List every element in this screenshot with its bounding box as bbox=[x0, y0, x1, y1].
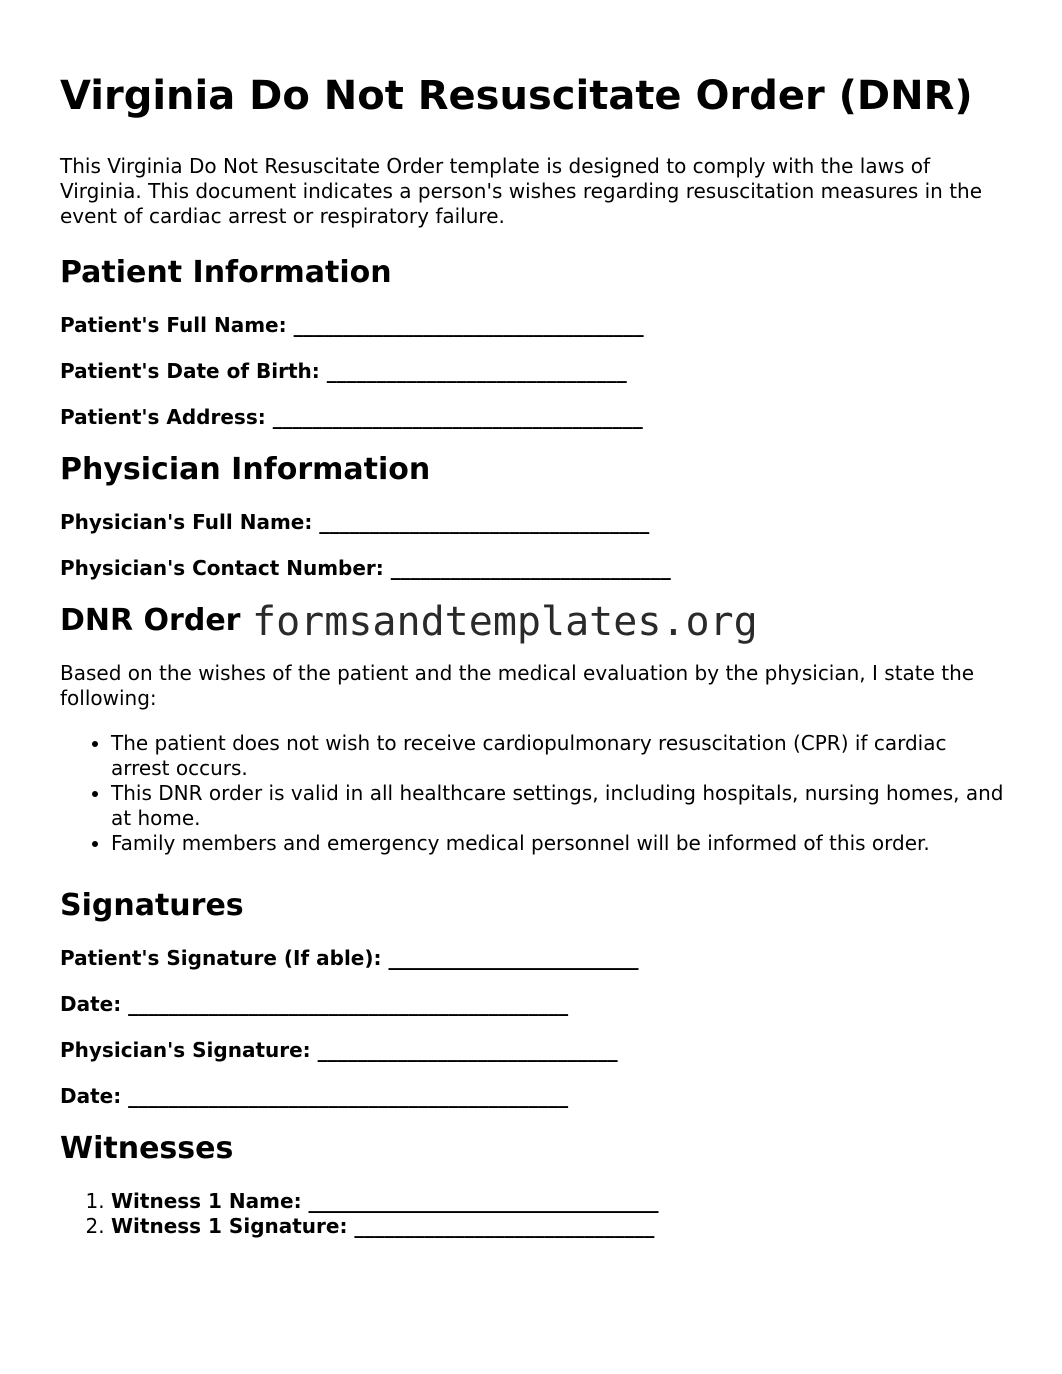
physician-signature-date-field: Date: ____________________________________________ bbox=[60, 1084, 569, 1108]
witness-list bbox=[60, 1189, 1010, 1239]
watermark: formsandtemplates.org bbox=[252, 599, 758, 645]
list-item bbox=[111, 1189, 1010, 1214]
patient-signature-field: Patient's Signature (If able): _________________________ bbox=[60, 946, 639, 970]
witness-1-signature-field: Witness 1 Signature: ______________________________ bbox=[111, 1214, 655, 1238]
physician-contact-field: Physician's Contact Number: ____________________________ bbox=[60, 556, 671, 580]
dnr-order-heading: DNR Order bbox=[60, 603, 241, 638]
witnesses-heading: Witnesses bbox=[60, 1131, 234, 1166]
document-title: Virginia Do Not Resuscitate Order (DNR) bbox=[60, 73, 973, 119]
intro-paragraph: This Virginia Do Not Resuscitate Order template is designed to comply with the laws of Virginia. This document indicates a person's wishes regarding resuscitation measures in the event of cardiac arrest or respiratory failure. bbox=[60, 154, 983, 228]
patient-full-name-field: Patient's Full Name: ___________________________________ bbox=[60, 313, 644, 337]
witness-1-name-field: Witness 1 Name: ___________________________________ bbox=[111, 1189, 659, 1213]
physician-signature-field: Physician's Signature: ______________________________ bbox=[60, 1038, 618, 1062]
dnr-heading-row bbox=[60, 599, 1010, 645]
dnr-statement: Based on the wishes of the patient and the medical evaluation by the physician, I state the following: bbox=[60, 661, 975, 710]
list-item bbox=[111, 1214, 1010, 1239]
signatures-heading: Signatures bbox=[60, 888, 244, 923]
physician-full-name-field: Physician's Full Name: _________________________________ bbox=[60, 510, 650, 534]
dnr-order-list bbox=[60, 731, 1010, 856]
patient-address-field: Patient's Address: _____________________________________ bbox=[60, 405, 643, 429]
list-item: • This DNR order is valid in all healthcare settings, including hospitals, nursing homes, and at home. bbox=[111, 781, 1010, 831]
patient-signature-date-field: Date: ____________________________________________ bbox=[60, 992, 569, 1016]
patient-dob-field: Patient's Date of Birth: ______________________________ bbox=[60, 359, 627, 383]
document-page bbox=[60, 72, 1010, 1239]
patient-information-heading: Patient Information bbox=[60, 255, 392, 290]
list-item: • The patient does not wish to receive cardiopulmonary resuscitation (CPR) if cardiac arrest occurs. bbox=[111, 731, 1010, 781]
list-item: • Family members and emergency medical personnel will be informed of this order. bbox=[111, 831, 1010, 856]
physician-information-heading: Physician Information bbox=[60, 452, 431, 487]
